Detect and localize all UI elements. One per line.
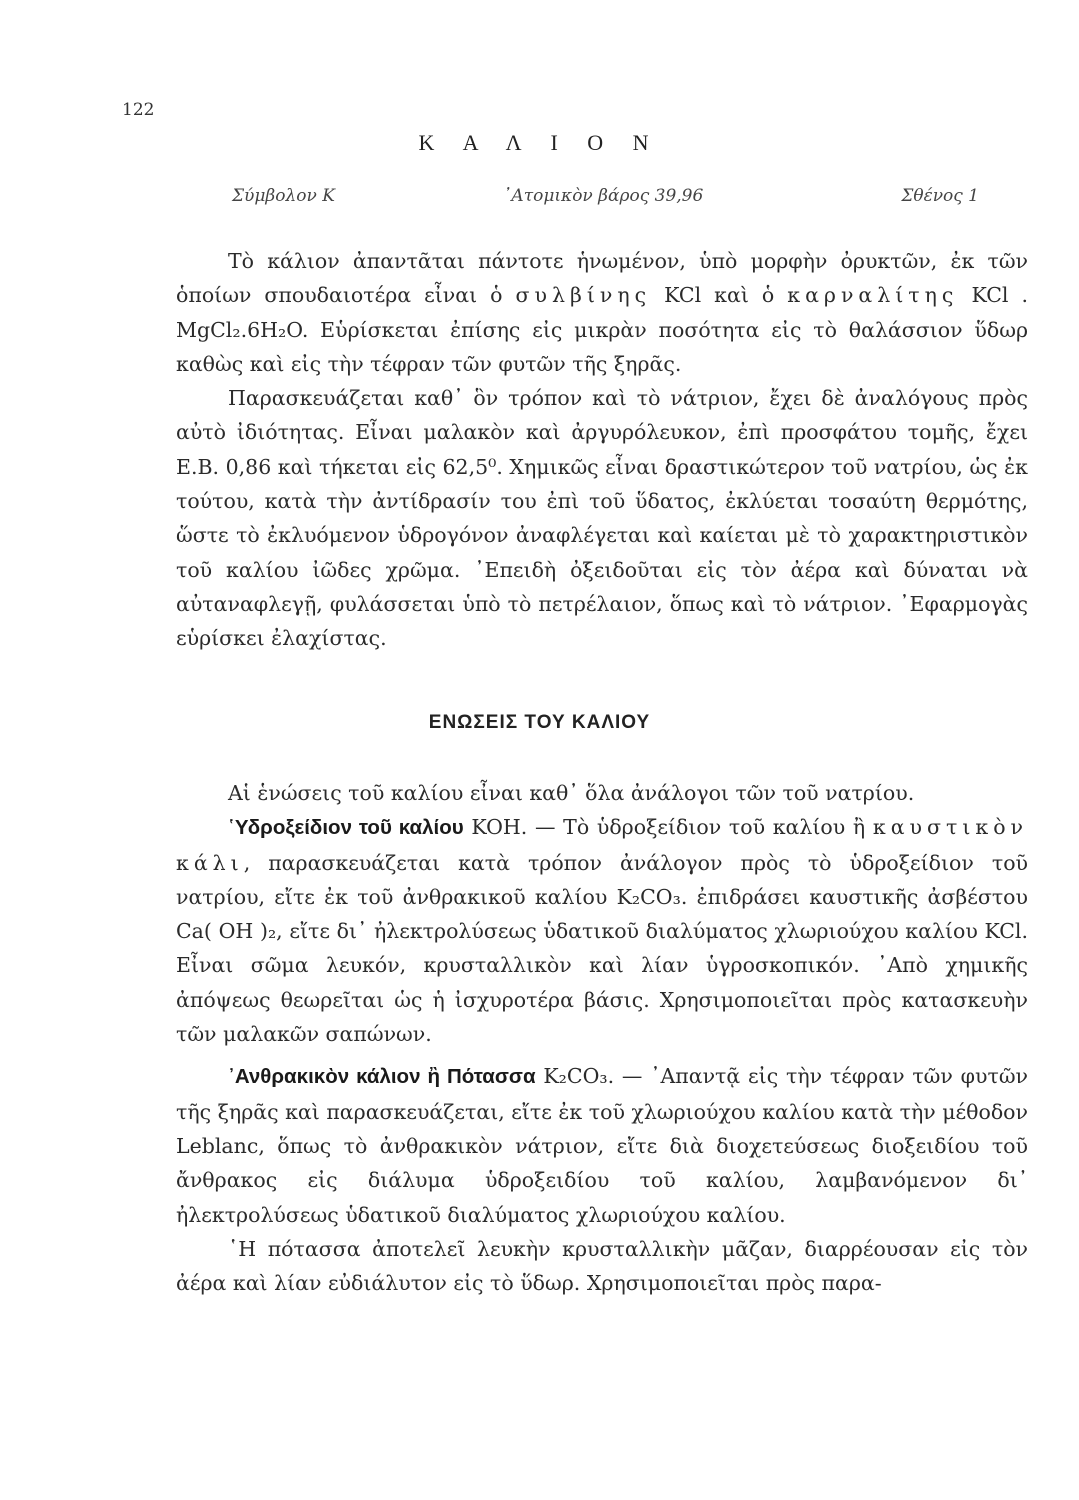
element-symbol: Σύμβολον Κ (232, 186, 335, 206)
intro-text (176, 244, 1028, 656)
section-text (176, 776, 1028, 1300)
k2co3-term: ᾽Ανθρακικὸν κάλιον ἢ Πότασσα (228, 1065, 536, 1089)
element-info-line (232, 186, 979, 206)
k2co3-paragraph: ᾽Ανθρακικὸν κάλιον ἢ Πότασσα K₂CO₃. — ᾽Απαντᾷ εἰς τὴν τέφραν τῶν φυτῶν τῆς ξηρᾶς καὶ παρασκευάζεται, εἴτε ἐκ τοῦ χλωριούχου καλίου κατὰ τὴν μέθοδον Leblanc, ὅπως τὸ ἀνθρακικὸν νάτριον, εἴτε διὰ διοχετεύσεως διοξειδίου τοῦ ἄνθρακος εἰς διάλυμα ὑδροξειδίου τοῦ καλίου, λαμβανόμενον δι᾽ ἠλεκτρολύσεως ὑδατικοῦ διαλύματος χλωριούχου καλίου. (176, 1064, 1028, 1227)
section-heading: ΕΝΩΣΕΙΣ ΤΟΥ ΚΑΛΙΟΥ (428, 712, 651, 733)
sylvine-term: συλβίνης (515, 283, 652, 308)
page-number: 122 (122, 100, 155, 120)
koh-term: ῾Υδροξείδιον τοῦ καλίου (228, 816, 464, 840)
koh-paragraph: ῾Υδροξείδιον τοῦ καλίου KOH. — Τὸ ὑδροξείδιον τοῦ καλίου ἢ καυστικὸν κάλι, παρασκευάζεται κατὰ τρόπον ἀνάλογον πρὸς τὸ ὑδροξείδιον τοῦ νατρίου, εἴτε ἐκ τοῦ ἀνθρακικοῦ καλίου K₂CO₃. ἐπιδράσει καυστικῆς ἀσβέστου Ca( OH )₂, εἴτε δι᾽ ἠλεκτρολύσεως ὑδατικοῦ διαλύματος χλωριούχου καλίου KCl. Εἶναι σῶμα λευκόν, κρυσταλλικὸν καὶ λίαν ὑγροσκοπικόν. ᾽Απὸ χημικῆς ἀπόψεως θεωρεῖται ὡς ἡ ἰσχυροτέρα βάσις. Χρησιμοποιεῖται πρὸς κατασκευὴν τῶν μαλακῶν σαπώνων. (176, 815, 1028, 1047)
intro-paragraph-2: Παρασκευάζεται καθ᾽ ὃν τρόπον καὶ τὸ νάτριον, ἔχει δὲ ἀναλόγους πρὸς αὐτὸ ἰδιότητας. Εἶναι μαλακὸν καὶ ἀργυρόλευκον, ἐπὶ προσφάτου τομῆς, ἔχει Ε.Β. 0,86 καὶ τήκεται εἰς 62,5⁰. Χημικῶς εἶναι δραστικώτερον τοῦ νατρίου, ὡς ἐκ τούτου, κατὰ τὴν ἀντίδρασίν του ἐπὶ τοῦ ὕδατος, ἐκλύεται τοσαύτη θερμότης, ὥστε τὸ ἐκλυόμενον ὑδρογόνον ἀναφλέγεται καὶ καίεται μὲ τὸ χαρακτηριστικὸν τοῦ καλίου ἰῶδες χρῶμα. ᾽Επειδὴ ὀξειδοῦται εἰς τὸν ἀέρα καὶ δύναται νὰ αὐταναφλεγῇ, φυλάσσεται ὑπὸ τὸ πετρέλαιον, ὅπως καὶ τὸ νάτριον. ᾽Εφαρμογὰς εὑρίσκει ἐλαχίστας. (176, 386, 1028, 651)
potash-paragraph: ῾Η πότασσα ἀποτελεῖ λευκὴν κρυσταλλικὴν μᾶζαν, διαρρέουσαν εἰς τὸν ἀέρα καὶ λίαν εὐδιάλυτον εἰς τὸ ὕδωρ. Χρησιμοποιεῖται πρὸς παρα- (176, 1236, 1028, 1296)
intro-paragraph-1: Τὸ κάλιον ἀπαντᾶται πάντοτε ἡνωμένον, ὑπὸ μορφὴν ὀρυκτῶν, ἐκ τῶν ὁποίων σπουδαιοτέρα εἶναι ὁ συλβίνης KCl καὶ ὁ καρναλίτης KCl . MgCl₂.6H₂O. Εὑρίσκεται ἐπίσης εἰς μικρὰν ποσότητα εἰς τὸ θαλάσσιον ὕδωρ καθὼς καὶ εἰς τὴν τέφραν τῶν φυτῶν τῆς ξηρᾶς. (176, 249, 1028, 376)
caustic-potash-term: καυστικὸν κάλι (176, 815, 1028, 875)
valence: Σθένος 1 (901, 186, 979, 206)
section-intro-paragraph: Αἱ ἑνώσεις τοῦ καλίου εἶναι καθ᾽ ὅλα ἀνάλογοι τῶν τοῦ νατρίου. (228, 781, 915, 805)
carnallite-term: καρναλίτης (787, 283, 959, 308)
atomic-weight: ᾽Ατομικὸν βάρος 39,96 (502, 186, 704, 206)
chapter-title: Κ Α Λ Ι Ο Ν (418, 130, 661, 155)
